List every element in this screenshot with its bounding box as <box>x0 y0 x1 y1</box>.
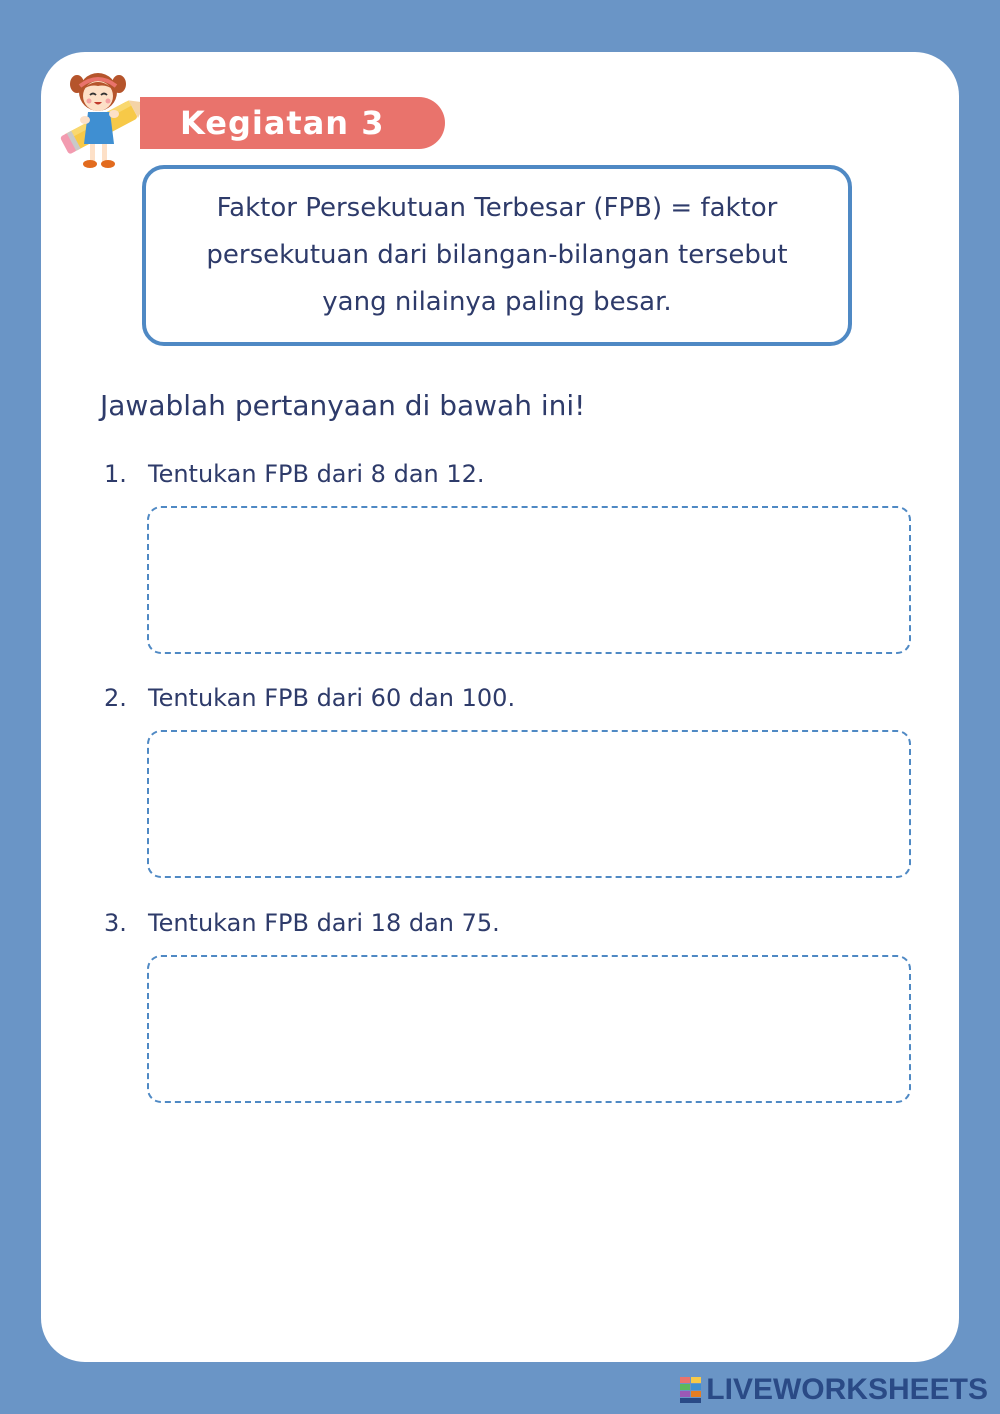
question-3 <box>104 907 500 939</box>
title-banner <box>140 97 445 149</box>
page-title: Kegiatan 3 <box>180 104 385 142</box>
liveworksheets-brand <box>680 1374 988 1406</box>
answer-box-2[interactable] <box>147 730 911 878</box>
definition-box <box>142 165 852 346</box>
question-number: 2. <box>104 684 127 712</box>
question-text: Tentukan FPB dari 60 dan 100. <box>148 684 516 712</box>
question-text: Tentukan FPB dari 8 dan 12. <box>148 460 485 488</box>
question-number: 3. <box>104 909 127 937</box>
question-text: Tentukan FPB dari 18 dan 75. <box>148 909 500 937</box>
question-number: 1. <box>104 460 127 488</box>
definition-text: Faktor Persekutuan Terbesar (FPB) = faktor persekutuan dari bilangan-bilangan tersebut yang nilainya paling besar. <box>206 193 788 317</box>
instruction-text: Jawablah pertanyaan di bawah ini! <box>100 389 586 422</box>
answer-box-1[interactable] <box>147 506 911 654</box>
question-1 <box>104 458 485 490</box>
liveworksheets-logo-icon <box>680 1377 702 1403</box>
brand-name: LIVEWORKSHEETS <box>706 1373 988 1406</box>
answer-box-3[interactable] <box>147 955 911 1103</box>
question-2 <box>104 682 515 714</box>
